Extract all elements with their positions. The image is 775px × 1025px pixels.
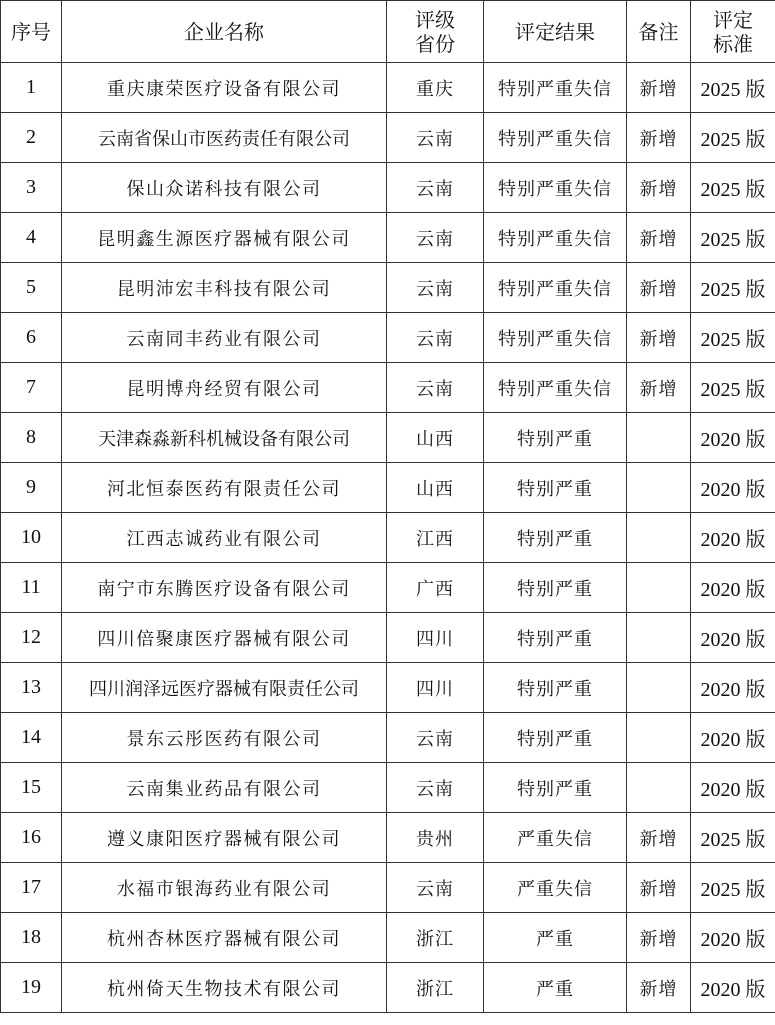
cell-province: 云南 bbox=[387, 263, 484, 313]
table-row bbox=[1, 663, 775, 713]
cell-note bbox=[627, 463, 691, 513]
cell-standard: 2025 版 bbox=[691, 113, 775, 163]
cell-province: 广西 bbox=[387, 563, 484, 613]
table-row bbox=[1, 113, 775, 163]
cell-company: 景东云彤医药有限公司 bbox=[62, 713, 387, 763]
table-row bbox=[1, 613, 775, 663]
cell-province: 重庆 bbox=[387, 63, 484, 113]
table-row bbox=[1, 363, 775, 413]
cell-index: 6 bbox=[1, 313, 62, 363]
cell-standard: 2025 版 bbox=[691, 163, 775, 213]
cell-standard: 2025 版 bbox=[691, 863, 775, 913]
cell-index: 8 bbox=[1, 413, 62, 463]
cell-province: 云南 bbox=[387, 313, 484, 363]
cell-province: 云南 bbox=[387, 863, 484, 913]
cell-result: 严重失信 bbox=[484, 813, 627, 863]
cell-note: 新增 bbox=[627, 163, 691, 213]
cell-company: 遵义康阳医疗器械有限公司 bbox=[62, 813, 387, 863]
cell-index: 16 bbox=[1, 813, 62, 863]
table-row bbox=[1, 63, 775, 113]
cell-standard: 2025 版 bbox=[691, 213, 775, 263]
cell-standard: 2020 版 bbox=[691, 563, 775, 613]
cell-result: 特别严重 bbox=[484, 613, 627, 663]
cell-result: 特别严重 bbox=[484, 463, 627, 513]
table-row bbox=[1, 863, 775, 913]
cell-province: 山西 bbox=[387, 463, 484, 513]
cell-index: 7 bbox=[1, 363, 62, 413]
cell-index: 13 bbox=[1, 663, 62, 713]
cell-company: 保山众诺科技有限公司 bbox=[62, 163, 387, 213]
cell-note: 新增 bbox=[627, 213, 691, 263]
header-company: 企业名称 bbox=[62, 1, 387, 63]
cell-company: 江西志诚药业有限公司 bbox=[62, 513, 387, 563]
cell-index: 17 bbox=[1, 863, 62, 913]
cell-index: 3 bbox=[1, 163, 62, 213]
cell-note: 新增 bbox=[627, 913, 691, 963]
cell-standard: 2020 版 bbox=[691, 413, 775, 463]
cell-company: 杭州杏林医疗器械有限公司 bbox=[62, 913, 387, 963]
table-body bbox=[1, 63, 775, 1013]
cell-company: 杭州倚天生物技术有限公司 bbox=[62, 963, 387, 1013]
cell-standard: 2020 版 bbox=[691, 963, 775, 1013]
table-row bbox=[1, 213, 775, 263]
cell-note: 新增 bbox=[627, 813, 691, 863]
cell-note bbox=[627, 763, 691, 813]
cell-company: 云南省保山市医药责任有限公司 bbox=[62, 113, 387, 163]
cell-result: 严重 bbox=[484, 963, 627, 1013]
table-row bbox=[1, 913, 775, 963]
cell-province: 云南 bbox=[387, 113, 484, 163]
table-row bbox=[1, 513, 775, 563]
cell-company: 重庆康荣医疗设备有限公司 bbox=[62, 63, 387, 113]
cell-province: 云南 bbox=[387, 763, 484, 813]
cell-company: 昆明鑫生源医疗器械有限公司 bbox=[62, 213, 387, 263]
cell-index: 10 bbox=[1, 513, 62, 563]
cell-province: 山西 bbox=[387, 413, 484, 463]
cell-note bbox=[627, 663, 691, 713]
cell-index: 12 bbox=[1, 613, 62, 663]
cell-company: 四川润泽远医疗器械有限责任公司 bbox=[62, 663, 387, 713]
header-province-line1: 评级 bbox=[415, 7, 455, 32]
cell-result: 特别严重失信 bbox=[484, 213, 627, 263]
cell-note: 新增 bbox=[627, 363, 691, 413]
cell-province: 浙江 bbox=[387, 913, 484, 963]
cell-company: 云南同丰药业有限公司 bbox=[62, 313, 387, 363]
table-row bbox=[1, 263, 775, 313]
cell-note: 新增 bbox=[627, 263, 691, 313]
cell-note: 新增 bbox=[627, 313, 691, 363]
cell-province: 云南 bbox=[387, 213, 484, 263]
cell-index: 2 bbox=[1, 113, 62, 163]
cell-index: 5 bbox=[1, 263, 62, 313]
cell-index: 4 bbox=[1, 213, 62, 263]
cell-standard: 2020 版 bbox=[691, 613, 775, 663]
cell-standard: 2020 版 bbox=[691, 763, 775, 813]
cell-note bbox=[627, 413, 691, 463]
cell-result: 特别严重 bbox=[484, 663, 627, 713]
cell-standard: 2020 版 bbox=[691, 463, 775, 513]
cell-note: 新增 bbox=[627, 113, 691, 163]
cell-province: 浙江 bbox=[387, 963, 484, 1013]
table-row bbox=[1, 463, 775, 513]
header-province bbox=[387, 1, 484, 63]
cell-standard: 2025 版 bbox=[691, 263, 775, 313]
cell-index: 14 bbox=[1, 713, 62, 763]
cell-note bbox=[627, 563, 691, 613]
cell-province: 江西 bbox=[387, 513, 484, 563]
cell-result: 特别严重失信 bbox=[484, 63, 627, 113]
cell-company: 南宁市东腾医疗设备有限公司 bbox=[62, 563, 387, 613]
cell-index: 9 bbox=[1, 463, 62, 513]
header-result: 评定结果 bbox=[484, 1, 627, 63]
cell-result: 特别严重 bbox=[484, 513, 627, 563]
table-row bbox=[1, 813, 775, 863]
table-row bbox=[1, 163, 775, 213]
header-index: 序号 bbox=[1, 1, 62, 63]
cell-index: 19 bbox=[1, 963, 62, 1013]
cell-company: 昆明博舟经贸有限公司 bbox=[62, 363, 387, 413]
cell-standard: 2020 版 bbox=[691, 913, 775, 963]
cell-note: 新增 bbox=[627, 963, 691, 1013]
table-row bbox=[1, 313, 775, 363]
cell-standard: 2025 版 bbox=[691, 313, 775, 363]
cell-result: 特别严重 bbox=[484, 713, 627, 763]
cell-index: 18 bbox=[1, 913, 62, 963]
header-standard bbox=[691, 1, 775, 63]
table-row bbox=[1, 563, 775, 613]
cell-result: 特别严重 bbox=[484, 763, 627, 813]
cell-company: 昆明沛宏丰科技有限公司 bbox=[62, 263, 387, 313]
cell-note: 新增 bbox=[627, 863, 691, 913]
cell-standard: 2025 版 bbox=[691, 813, 775, 863]
cell-standard: 2020 版 bbox=[691, 513, 775, 563]
cell-result: 特别严重 bbox=[484, 563, 627, 613]
cell-result: 严重失信 bbox=[484, 863, 627, 913]
cell-company: 四川倍聚康医疗器械有限公司 bbox=[62, 613, 387, 663]
cell-index: 11 bbox=[1, 563, 62, 613]
cell-standard: 2020 版 bbox=[691, 663, 775, 713]
cell-result: 特别严重失信 bbox=[484, 113, 627, 163]
table-header bbox=[1, 1, 775, 63]
cell-result: 特别严重失信 bbox=[484, 263, 627, 313]
cell-result: 特别严重失信 bbox=[484, 363, 627, 413]
cell-standard: 2020 版 bbox=[691, 713, 775, 763]
table-row bbox=[1, 963, 775, 1013]
header-row bbox=[1, 1, 775, 63]
cell-company: 河北恒泰医药有限责任公司 bbox=[62, 463, 387, 513]
cell-company: 云南集业药品有限公司 bbox=[62, 763, 387, 813]
cell-result: 特别严重失信 bbox=[484, 313, 627, 363]
cell-province: 四川 bbox=[387, 613, 484, 663]
cell-company: 水福市银海药业有限公司 bbox=[62, 863, 387, 913]
cell-standard: 2025 版 bbox=[691, 63, 775, 113]
cell-index: 1 bbox=[1, 63, 62, 113]
cell-note bbox=[627, 613, 691, 663]
cell-province: 云南 bbox=[387, 713, 484, 763]
cell-province: 云南 bbox=[387, 363, 484, 413]
table-row bbox=[1, 413, 775, 463]
table-row bbox=[1, 713, 775, 763]
cell-province: 四川 bbox=[387, 663, 484, 713]
header-province-line2: 省份 bbox=[415, 31, 455, 56]
cell-standard: 2025 版 bbox=[691, 363, 775, 413]
header-standard-line2: 标准 bbox=[713, 31, 753, 56]
cell-province: 贵州 bbox=[387, 813, 484, 863]
cell-note bbox=[627, 713, 691, 763]
cell-result: 严重 bbox=[484, 913, 627, 963]
cell-index: 15 bbox=[1, 763, 62, 813]
cell-note: 新增 bbox=[627, 63, 691, 113]
table-row bbox=[1, 763, 775, 813]
header-standard-line1: 评定 bbox=[713, 7, 753, 32]
cell-result: 特别严重失信 bbox=[484, 163, 627, 213]
cell-province: 云南 bbox=[387, 163, 484, 213]
header-note: 备注 bbox=[627, 1, 691, 63]
cell-result: 特别严重 bbox=[484, 413, 627, 463]
cell-note bbox=[627, 513, 691, 563]
cell-company: 天津森淼新科机械设备有限公司 bbox=[62, 413, 387, 463]
